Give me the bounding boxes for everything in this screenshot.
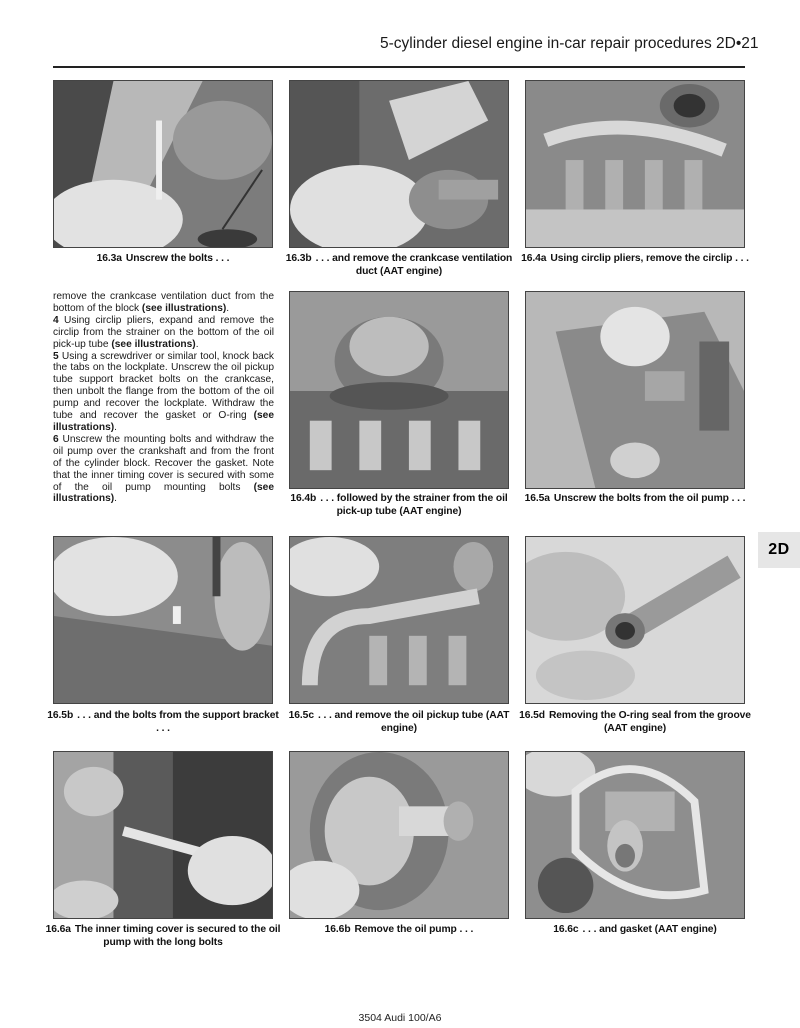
engine-photo-icon (54, 81, 272, 247)
engine-photo-icon (526, 81, 744, 247)
caption-text: . . . and gasket (AAT engine) (582, 924, 717, 935)
figure-number: 16.6c (553, 924, 579, 935)
figure-number: 16.5b (47, 710, 74, 721)
photo-16-6a (53, 751, 273, 919)
figure-number: 16.5a (524, 493, 550, 504)
illustration-reference: (see illustrations) (53, 481, 274, 505)
caption-16-5b (45, 709, 281, 735)
body-text (53, 291, 274, 505)
caption-16-6a (45, 923, 281, 949)
caption-16-4b (281, 492, 517, 518)
caption-text: Remove the oil pump . . . (354, 924, 474, 935)
caption-text: . . . and remove the crankcase ventilation duct (AAT engine) (315, 253, 513, 277)
engine-photo-icon (290, 292, 508, 488)
paragraph-lead: remove the crankcase ventilation duct from the bottom of the block (see illustrations). (53, 291, 274, 314)
caption-text: Using circlip pliers, remove the circlip . . . (550, 253, 749, 264)
illustration-reference: (see illustrations) (141, 302, 227, 314)
photo-16-5c (289, 536, 509, 704)
caption-16-3b (281, 252, 517, 278)
caption-16-6c (517, 923, 753, 936)
caption-16-3a (45, 252, 281, 265)
photo-16-3b (289, 80, 509, 248)
engine-photo-icon (54, 752, 272, 918)
photo-16-4a (525, 80, 745, 248)
figure-number: 16.5c (288, 710, 314, 721)
illustration-reference: (see illustrations) (111, 338, 196, 350)
caption-text: Unscrew the bolts . . . (125, 253, 230, 264)
photo-16-3a (53, 80, 273, 248)
photo-16-5d (525, 536, 745, 704)
caption-16-5c (281, 709, 517, 735)
paragraph-5: 5 Using a screwdriver or similar tool, knock back the tabs on the lockplate. Unscrew the oil pickup tube support bracket bolts on the crankcase, then unbolt the flange from the bottom of the oil pump and recover the lockplate. Withdraw the tube and recover the gasket or O-ring (see illustrations). (53, 350, 274, 433)
paragraph-6: 6 Unscrew the mounting bolts and withdraw the oil pump over the crankshaft and from the front of the cylinder block. Recover the gasket. Note that the inner timing cover is secured with some of the oil pump mounting bolts (see illustrations). (53, 433, 274, 505)
photo-16-4b (289, 291, 509, 489)
figure-number: 16.6a (45, 924, 71, 935)
caption-text: Removing the O-ring seal from the groove (AAT engine) (548, 710, 751, 734)
engine-photo-icon (290, 537, 508, 703)
caption-text: . . . followed by the strainer from the oil pick-up tube (AAT engine) (320, 493, 508, 517)
figure-number: 16.6b (324, 924, 351, 935)
figure-number: 16.3a (96, 253, 122, 264)
caption-text: Unscrew the bolts from the oil pump . . . (553, 493, 746, 504)
header-divider (53, 66, 745, 68)
section-tab-2d: 2D (758, 532, 800, 568)
figure-number: 16.5d (519, 710, 545, 721)
figure-number: 16.4a (521, 253, 547, 264)
figure-number: 16.4b (290, 493, 317, 504)
engine-photo-icon (526, 537, 744, 703)
caption-16-6b (281, 923, 517, 936)
engine-photo-icon (54, 537, 272, 703)
caption-text: . . . and remove the oil pickup tube (AAT engine) (317, 710, 510, 734)
caption-text: . . . and the bolts from the support bracket . . . (77, 710, 279, 734)
illustration-reference: (see illustrations) (53, 410, 274, 433)
engine-photo-icon (526, 752, 744, 918)
page-header-title: 5-cylinder diesel engine in-car repair procedures 2D•21 (380, 35, 759, 52)
photo-16-5b (53, 536, 273, 704)
photo-16-6c (525, 751, 745, 919)
caption-16-5d (517, 709, 753, 735)
caption-16-4a (517, 252, 753, 265)
photo-16-6b (289, 751, 509, 919)
caption-text: The inner timing cover is secured to the oil pump with the long bolts (74, 924, 281, 948)
page-footer: 3504 Audi 100/A6 (358, 1012, 442, 1024)
engine-photo-icon (290, 81, 508, 247)
figure-number: 16.3b (285, 253, 312, 264)
caption-16-5a (517, 492, 753, 505)
engine-photo-icon (526, 292, 744, 488)
photo-16-5a (525, 291, 745, 489)
paragraph-4: 4 Using circlip pliers, expand and remove the circlip from the strainer on the bottom of the oil pick-up tube (see illustrations). (53, 314, 274, 350)
engine-photo-icon (290, 752, 508, 918)
